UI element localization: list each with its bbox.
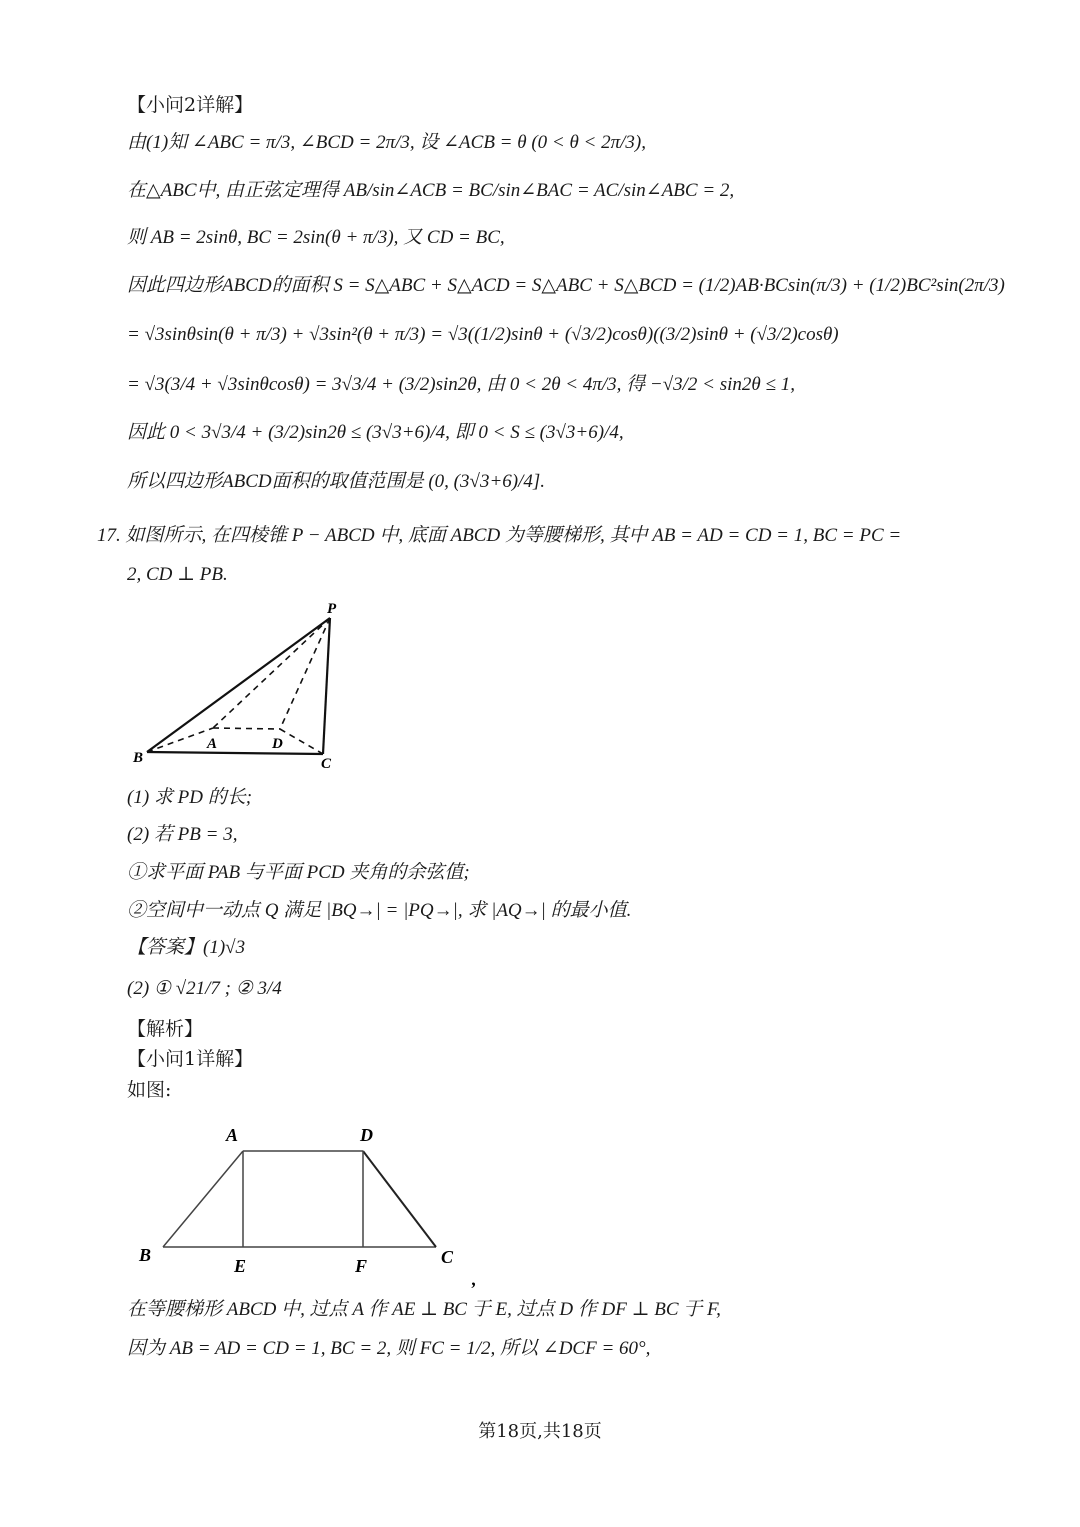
analysis-heading: 【解析】 — [127, 1018, 204, 1040]
problem17-stem-line1: 17. 如图所示, 在四棱锥 P − ABCD 中, 底面 ABCD 为等腰梯形, 其中 AB = AD = CD = 1, BC = PC = — [97, 525, 902, 546]
label-C: C — [321, 756, 332, 772]
trap-comma: , — [472, 1269, 477, 1289]
sub1-heading: 【小问1详解】 — [127, 1048, 254, 1070]
page-footer: 第18页,共18页 — [478, 1421, 602, 1442]
trap-label-D: D — [360, 1125, 373, 1145]
trap-label-E: E — [234, 1256, 247, 1276]
solution2-line-2: 在△ABC中, 由正弦定理得 AB/sin∠ACB = BC/sin∠BAC = AC/sin∠ABC = 2, — [127, 180, 735, 201]
label-B: B — [133, 750, 144, 766]
solution2-line-5: = √3sinθsin(θ + π/3) + √3sin²(θ + π/3) = √3((1/2)sinθ + (√3/2)cosθ)((3/2)sinθ + (√3/2)cosθ) — [127, 324, 839, 345]
question-2: (2) 若 PB = 3, — [127, 824, 238, 845]
trap-label-C: C — [441, 1247, 454, 1267]
solution2-line-6: = √3(3/4 + √3sinθcosθ) = 3√3/4 + (3/2)sin2θ, 由 0 < 2θ < 4π/3, 得 −√3/2 < sin2θ ≤ 1, — [127, 374, 795, 395]
label-P: P — [327, 601, 337, 617]
solution1-line-1: 在等腰梯形 ABCD 中, 过点 A 作 AE ⊥ BC 于 E, 过点 D 作 DF ⊥ BC 于 F, — [127, 1299, 721, 1320]
solution2-line-1: 由(1)知 ∠ABC = π/3, ∠BCD = 2π/3, 设 ∠ACB = θ (0 < θ < 2π/3), — [127, 132, 647, 153]
solution2-line-7: 因此 0 < 3√3/4 + (3/2)sin2θ ≤ (3√3+6)/4, 即 0 < S ≤ (3√3+6)/4, — [127, 422, 624, 443]
solution2-heading: 【小问2详解】 — [127, 94, 254, 116]
as-figure-text: 如图: — [127, 1079, 172, 1101]
trap-label-B: B — [139, 1245, 152, 1265]
question-1: (1) 求 PD 的长; — [127, 787, 253, 808]
trapezoid-figure — [130, 1115, 490, 1290]
label-D: D — [272, 736, 283, 752]
solution2-line-8: 所以四边形ABCD面积的取值范围是 (0, (3√3+6)/4]. — [127, 471, 546, 492]
trap-label-F: F — [355, 1256, 368, 1276]
solution1-line-2: 因为 AB = AD = CD = 1, BC = 2, 则 FC = 1/2, 所以 ∠DCF = 60°, — [127, 1338, 651, 1359]
solution2-line-3: 则 AB = 2sinθ, BC = 2sin(θ + π/3), 又 CD = BC, — [127, 227, 505, 248]
trap-label-A: A — [226, 1125, 239, 1145]
answer-2: (2) ① √21/7 ; ② 3/4 — [127, 978, 282, 999]
problem17-stem-line2: 2, CD ⊥ PB. — [127, 564, 228, 585]
answer-1: 【答案】(1)√3 — [127, 937, 246, 958]
question-2a: ①求平面 PAB 与平面 PCD 夹角的余弦值; — [127, 862, 470, 883]
label-A: A — [207, 736, 218, 752]
question-2b: ②空间中一动点 Q 满足 |BQ→| = |PQ→|, 求 |AQ→| 的最小值. — [127, 900, 632, 921]
pyramid-figure — [125, 598, 355, 778]
solution2-line-4: 因此四边形ABCD的面积 S = S△ABC + S△ACD = S△ABC + S△BCD = (1/2)AB·BCsin(π/3) + (1/2)BC²sin(2π/3) — [127, 275, 1005, 296]
